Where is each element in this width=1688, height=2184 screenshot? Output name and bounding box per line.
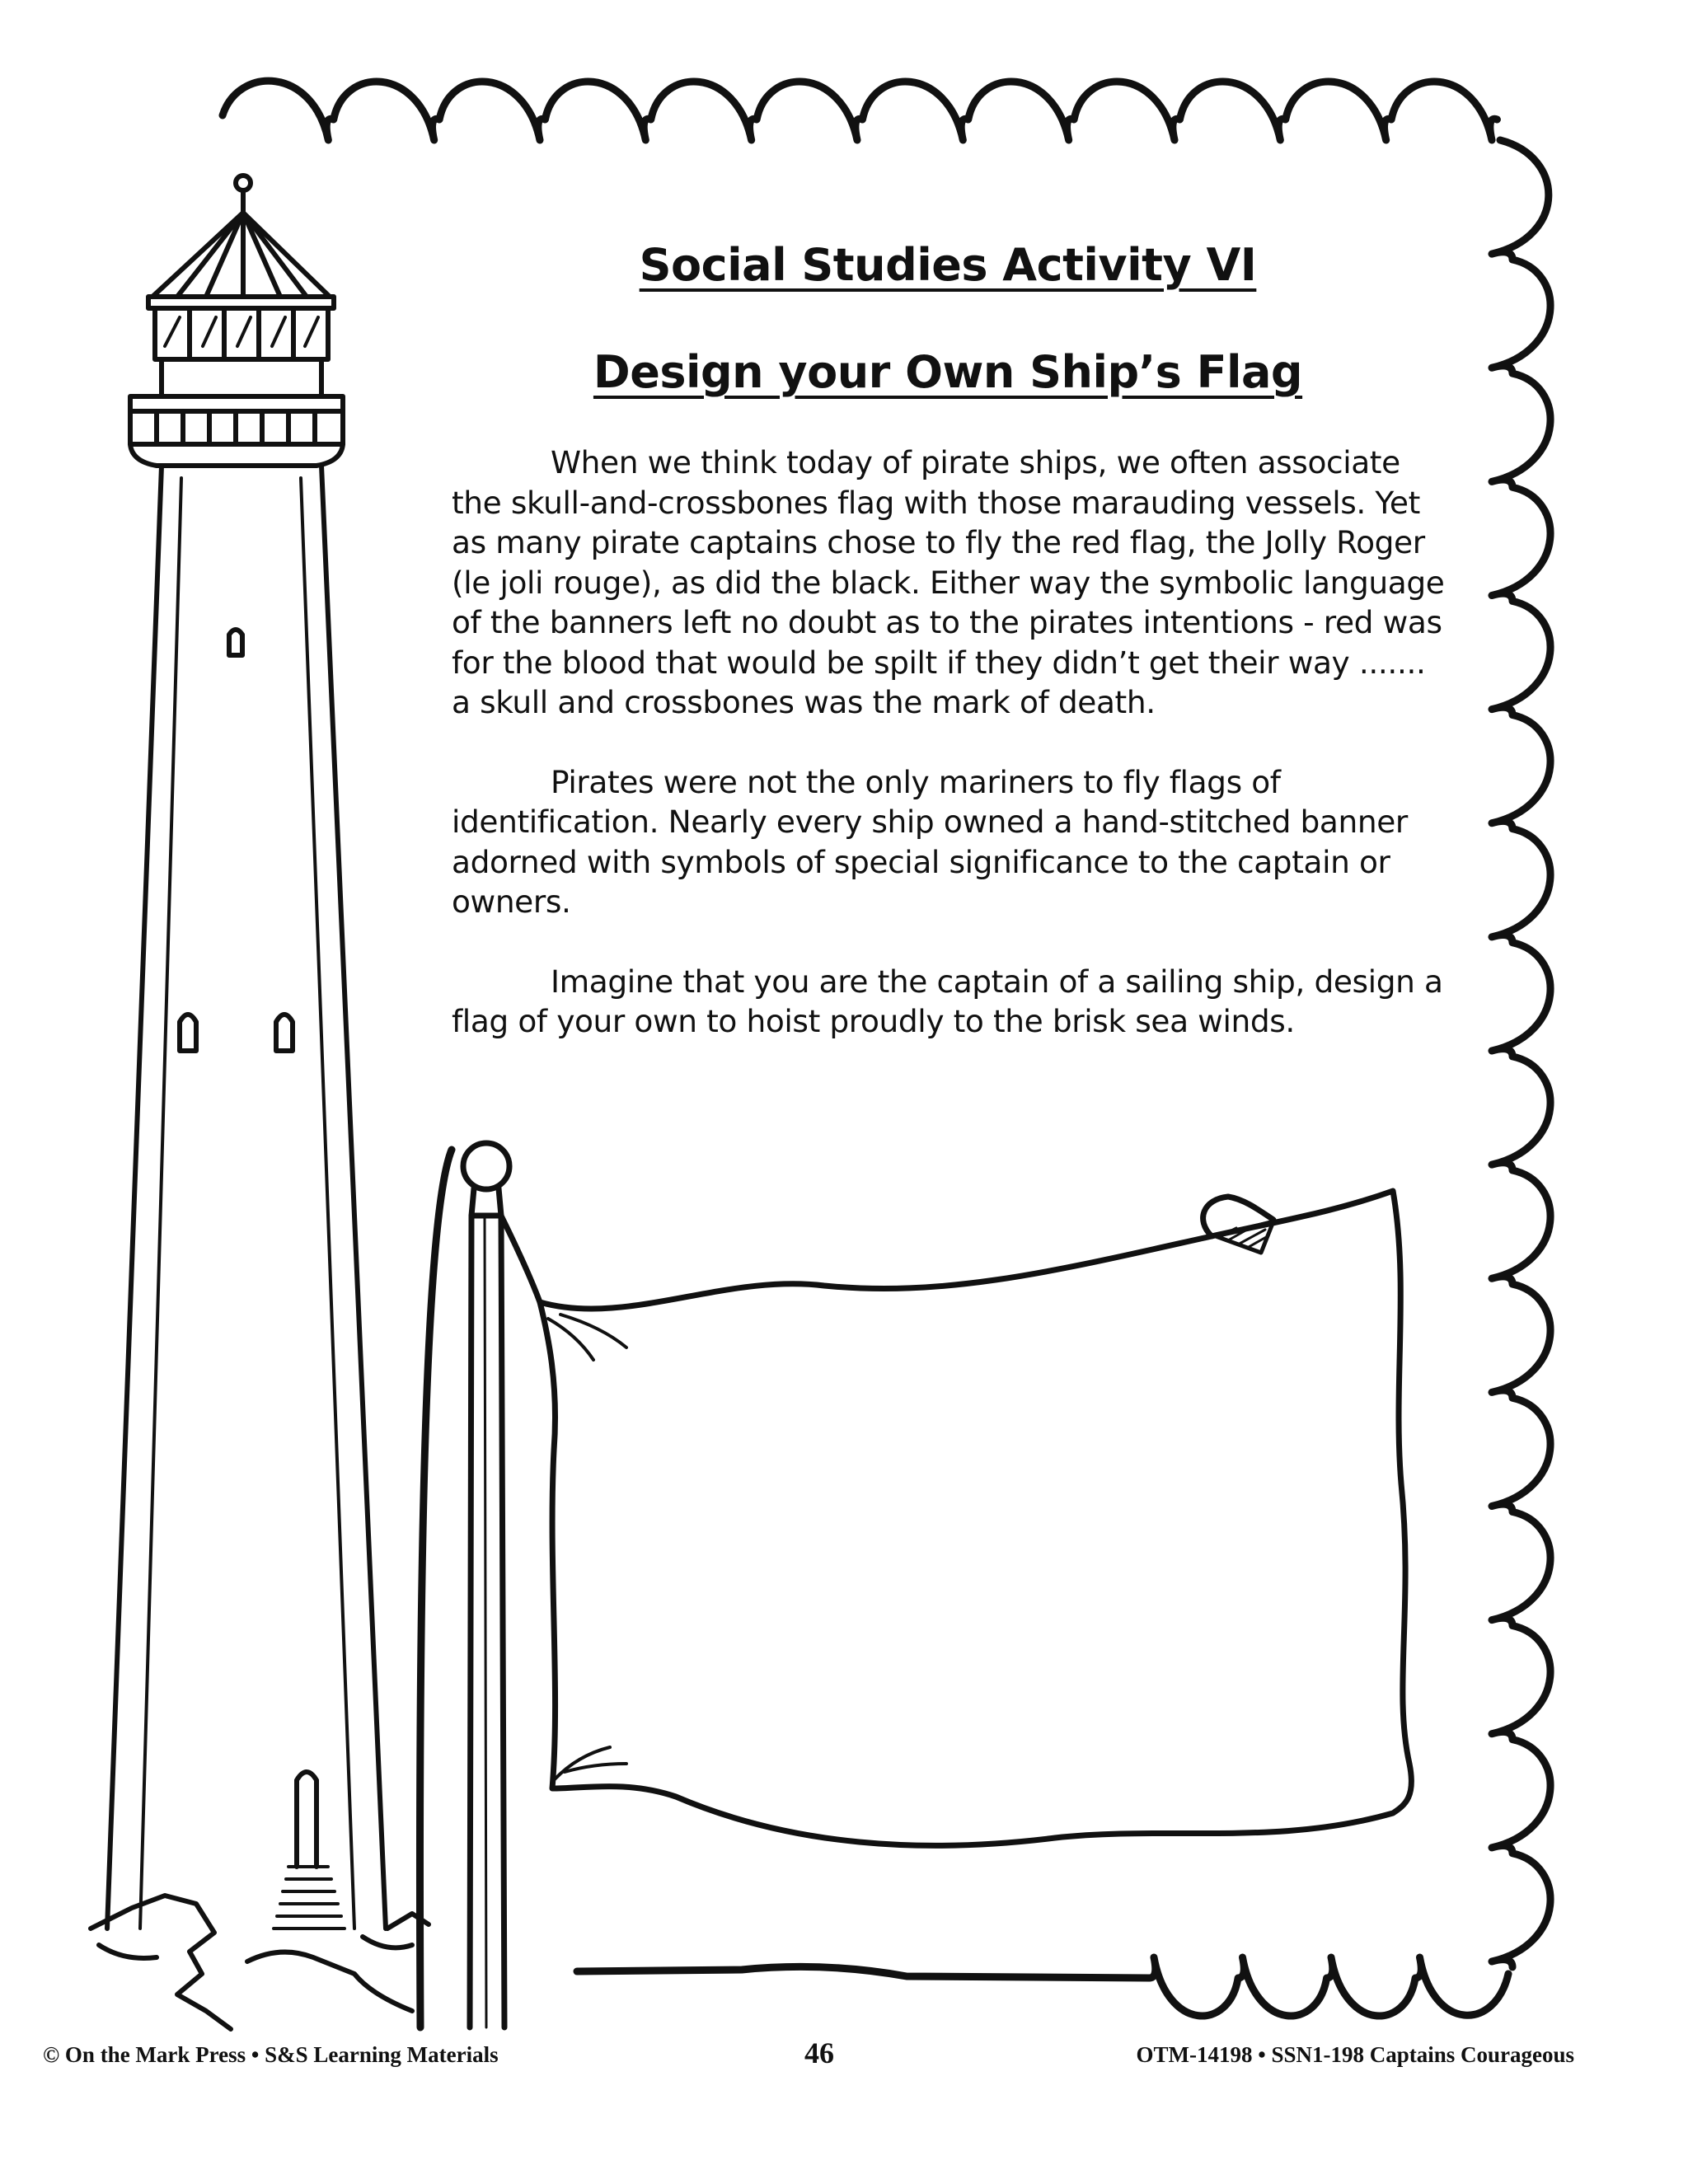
- lighthouse-drawing: [91, 176, 429, 2029]
- wave-border-bottom: [577, 1957, 1508, 2016]
- footer-page-number: 46: [804, 2036, 834, 2069]
- footer-product-code: OTM-14198 • SSN1-198 Captains Courageous: [1136, 2042, 1574, 2067]
- activity-instructions: [452, 443, 1449, 1081]
- activity-subtitle: Design your Own Ship’s Flag: [593, 346, 1303, 398]
- paragraph-mariners: Pirates were not the only mariners to fly flags of identification. Nearly every ship owned a hand-stitched banner adorned with symbols of special significance to the captain or owners.: [452, 763, 1408, 920]
- blank-flag-drawing: [420, 1143, 1411, 2027]
- paragraph-task: Imagine that you are the captain of a sailing ship, design a flag of your own to hoist proudly to the brisk sea winds.: [452, 963, 1443, 1039]
- activity-title: Social Studies Activity VI: [639, 239, 1257, 291]
- paragraph-pirate-flags: When we think today of pirate ships, we often associate the skull-and-crossbones flag with those marauding vessels. Yet as many pirate captains chose to fly the red flag, the Jolly Roger (le joli rouge), as did the black. Either way the symbolic language of the banners left no doubt as to the pirates intentions - red was for the blood that would be spilt if they didn’t get their way ....... a skull and crossbones was the mark of death.: [452, 444, 1445, 720]
- wave-border-top: [223, 81, 1497, 140]
- wave-border-right: [1492, 140, 1550, 1967]
- footer-publisher: © On the Mark Press • S&S Learning Materials: [43, 2042, 499, 2067]
